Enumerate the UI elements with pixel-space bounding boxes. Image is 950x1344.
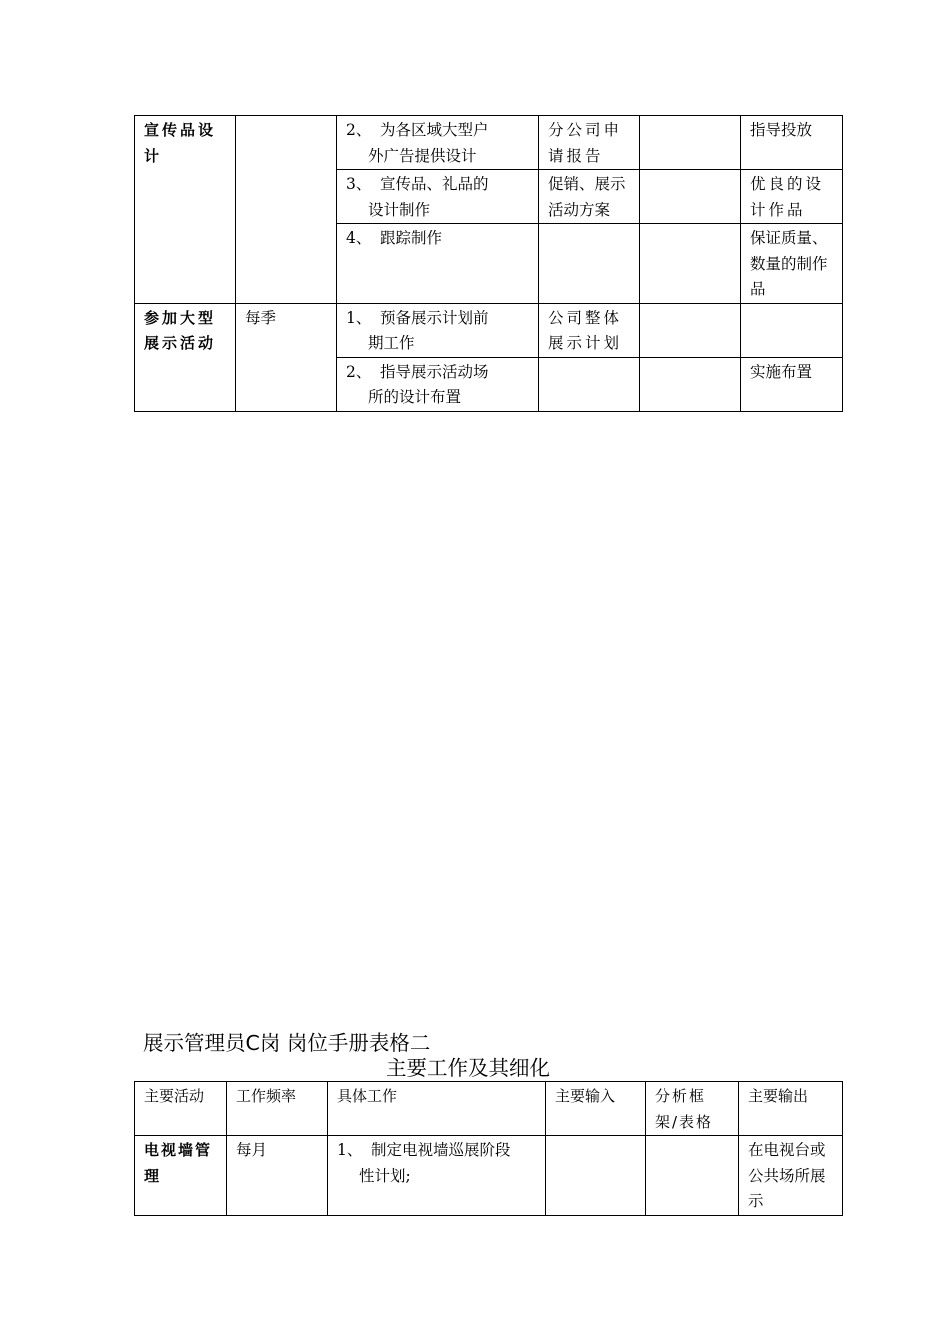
input-cell xyxy=(539,357,640,411)
framework-cell xyxy=(640,357,741,411)
work-cell xyxy=(337,357,539,411)
output-cell: 保证质量、数量的制作品 xyxy=(741,224,843,304)
framework-cell xyxy=(640,303,741,357)
work-detail-table xyxy=(134,1081,843,1216)
item-number: 2、 xyxy=(346,121,372,139)
header-frequency: 工作频率 xyxy=(227,1082,328,1136)
header-output: 主要输出 xyxy=(739,1082,843,1136)
work-cell xyxy=(337,303,539,357)
item-number: 4、 xyxy=(346,229,372,247)
table-row xyxy=(135,116,843,170)
header-work: 具体工作 xyxy=(328,1082,546,1136)
input-cell: 促销、展示活动方案 xyxy=(539,170,640,224)
framework-cell xyxy=(640,224,741,304)
activity-cell: 参加大型展示活动 xyxy=(135,303,236,411)
framework-cell xyxy=(646,1136,739,1216)
frequency-cell: 每月 xyxy=(227,1136,328,1216)
frequency-cell: 每季 xyxy=(236,303,337,411)
framework-cell xyxy=(640,116,741,170)
output-cell: 在电视台或公共场所展示 xyxy=(739,1136,843,1216)
header-framework: 分析框架/表格 xyxy=(646,1082,739,1136)
work-text: 跟踪制作 xyxy=(380,229,443,247)
output-cell: 指导投放 xyxy=(741,116,843,170)
work-cell xyxy=(337,170,539,224)
work-cell xyxy=(328,1136,546,1216)
header-activity: 主要活动 xyxy=(135,1082,227,1136)
output-cell: 实施布置 xyxy=(741,357,843,411)
item-number: 1、 xyxy=(346,308,372,327)
work-text: 预备展示计划前 xyxy=(380,308,489,327)
work-text: 制定电视墙巡展阶段 xyxy=(371,1141,511,1159)
document-subtitle: 主要工作及其细化 xyxy=(386,1056,550,1080)
table-header-row xyxy=(135,1082,843,1136)
work-text: 指导展示活动场 xyxy=(380,362,489,381)
work-cell xyxy=(337,224,539,304)
work-text: 宣传品、礼品的 xyxy=(380,175,489,193)
input-cell xyxy=(546,1136,646,1216)
work-text: 为各区域大型户 xyxy=(380,121,489,139)
header-input: 主要输入 xyxy=(546,1082,646,1136)
work-text-cont: 性计划; xyxy=(359,1166,411,1185)
output-cell xyxy=(741,303,843,357)
table-row xyxy=(135,303,843,357)
framework-cell xyxy=(640,170,741,224)
item-number: 1、 xyxy=(337,1141,363,1159)
frequency-cell xyxy=(236,116,337,304)
output-cell: 优良的设计作品 xyxy=(741,170,843,224)
work-text-cont: 外广告提供设计 xyxy=(368,146,477,165)
work-text-cont: 所的设计布置 xyxy=(368,388,462,406)
work-text-cont: 期工作 xyxy=(368,334,415,352)
work-text-cont: 设计制作 xyxy=(368,200,431,219)
work-detail-table-continued xyxy=(134,115,843,412)
activity-cell: 宣传品设计 xyxy=(135,116,236,304)
table-row xyxy=(135,1136,843,1216)
input-cell xyxy=(539,224,640,304)
input-cell: 分公司申请报告 xyxy=(539,116,640,170)
item-number: 3、 xyxy=(346,175,372,193)
input-cell: 公司整体展示计划 xyxy=(539,303,640,357)
document-title: 展示管理员C岗 岗位手册表格二 xyxy=(143,1031,431,1055)
work-cell xyxy=(337,116,539,170)
activity-cell: 电视墙管理 xyxy=(135,1136,227,1216)
item-number: 2、 xyxy=(346,362,372,381)
